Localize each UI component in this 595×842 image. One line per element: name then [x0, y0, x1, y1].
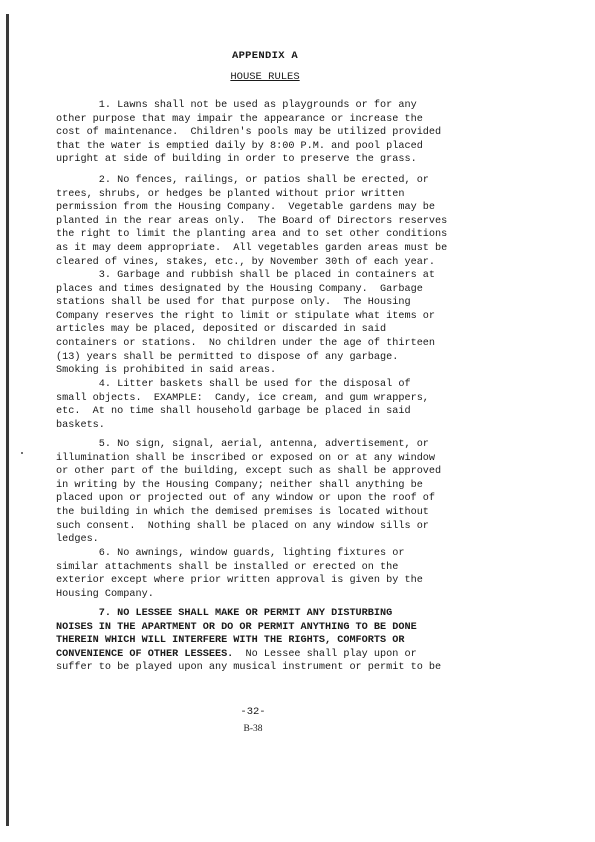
rule-line: placed upon or projected out of any window or upon the roof of: [56, 493, 436, 505]
rule-line-bold-segment: CONVENIENCE OF OTHER LESSEES.: [56, 648, 234, 660]
scan-edge-bar: [6, 14, 9, 826]
rule-6: [56, 547, 588, 601]
rule-3: [56, 269, 588, 378]
rule-line: the right to limit the planting area and to set other conditions: [56, 229, 448, 241]
rule-line: cleared of vines, stakes, etc., by November 30th of each year.: [56, 256, 436, 268]
rule-line: 3. Garbage and rubbish shall be placed in containers at: [56, 270, 436, 281]
rule-line-bold: 7. NO LESSEE SHALL MAKE OR PERMIT ANY DISTURBING: [56, 608, 393, 619]
rule-line: etc. At no time shall household garbage be placed in said: [56, 406, 411, 418]
rule-line: Housing Company.: [56, 588, 154, 600]
rule-line: or other part of the building, except such as shall be approved: [56, 466, 442, 478]
rule-2: [56, 174, 588, 269]
rule-line: the building in which the demised premises is located without: [56, 506, 429, 518]
rule-1: [56, 99, 588, 167]
rule-line: 4. Litter baskets shall be used for the disposal of: [56, 379, 411, 390]
rule-line: similar attachments shall be installed or erected on the: [56, 561, 399, 573]
rule-line: upright at side of building in order to preserve the grass.: [56, 154, 417, 166]
rule-line: Company reserves the right to limit or stipulate what items or: [56, 310, 436, 322]
rule-line: 6. No awnings, window guards, lighting fixtures or: [56, 548, 405, 559]
rule-line: planted in the rear areas only. The Board of Directors reserves: [56, 215, 448, 227]
rule-line: 1. Lawns shall not be used as playgrounds or for any: [56, 100, 417, 111]
rule-line: trees, shrubs, or hedges be planted without prior written: [56, 188, 405, 200]
rule-7: [56, 607, 588, 675]
rule-line: exterior except where prior written approval is given by the: [56, 575, 423, 587]
rule-line: places and times designated by the Housing Company. Garbage: [56, 283, 423, 295]
appendix-title: APPENDIX A: [231, 50, 298, 62]
rule-line: stations shall be used for that purpose only. The Housing: [56, 297, 411, 309]
rule-line: permission from the Housing Company. Vegetable gardens may be: [56, 202, 436, 214]
rule-line: that the water is emptied daily by 8:00 P.M. and pool placed: [56, 140, 423, 152]
rule-line: suffer to be played upon any musical instrument or permit to be: [56, 662, 442, 674]
scan-speck: [21, 452, 23, 454]
rule-line: baskets.: [56, 419, 105, 431]
rule-line: cost of maintenance. Children's pools may be utilized provided: [56, 127, 442, 139]
rule-5: [56, 438, 588, 547]
rule-line: (13) years shall be permitted to dispose of any garbage.: [56, 351, 399, 363]
rule-line: 5. No sign, signal, aerial, antenna, advertisement, or: [56, 439, 429, 450]
rule-line: containers or stations. No children under the age of thirteen: [56, 337, 436, 349]
rule-line: 2. No fences, railings, or patios shall be erected, or: [56, 175, 429, 186]
section-subtitle: HOUSE RULES: [230, 71, 300, 83]
rule-line: in writing by the Housing Company; neither shall anything be: [56, 479, 423, 491]
page-number: -32-: [240, 706, 266, 718]
document-reference: B-38: [243, 724, 263, 734]
rule-line: such consent. Nothing shall be placed on any window sills or: [56, 520, 429, 532]
rule-line: other purpose that may impair the appearance or increase the: [56, 113, 423, 125]
rule-line-mixed: [56, 648, 588, 662]
rule-line: Smoking is prohibited in said areas.: [56, 365, 277, 377]
rule-line: ledges.: [56, 534, 99, 546]
rule-4: [56, 378, 588, 432]
rule-line-plain-segment: No Lessee shall play upon or: [233, 648, 417, 660]
rule-line: small objects. EXAMPLE: Candy, ice cream, and gum wrappers,: [56, 392, 429, 404]
rule-line-bold: NOISES IN THE APARTMENT OR DO OR PERMIT ANYTHING TO BE DONE: [56, 621, 417, 633]
rule-line: as it may deem appropriate. All vegetables garden areas must be: [56, 242, 448, 254]
rule-line: illumination shall be inscribed or exposed on or at any window: [56, 452, 436, 464]
rule-line: articles may be placed, deposited or discarded in said: [56, 324, 387, 336]
rule-line-bold: THEREIN WHICH WILL INTERFERE WITH THE RIGHTS, COMFORTS OR: [56, 635, 405, 647]
